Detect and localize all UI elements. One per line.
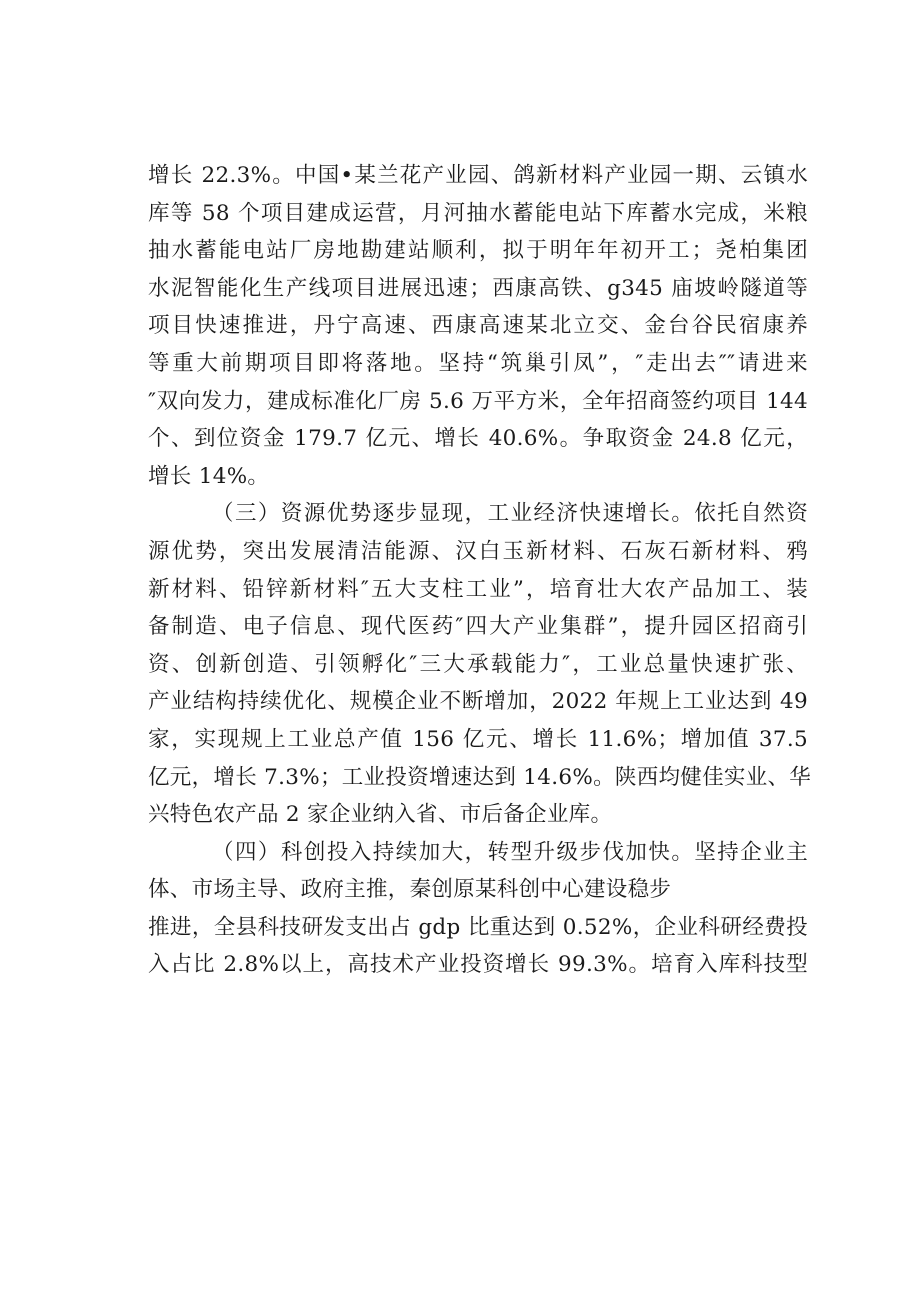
paragraph-last-line: 兴特色农产品 2 家企业纳入省、市后备企业库。: [148, 802, 613, 828]
text-line: 家，实现规上工业总产值 156 亿元、增长 11.6%；增加值 37.5: [148, 726, 808, 752]
text-line: 等重大前期项目即将落地。坚持“筑巢引凤”，″走出去″″请进来: [148, 350, 808, 376]
text-line: 个、到位资金 179.7 亿元、增长 40.6%。争取资金 24.8 亿元，: [148, 426, 808, 452]
text-line: 产业结构持续优化、规模企业不断增加，2022 年规上工业达到 49: [148, 689, 808, 715]
text-line: ″双向发力，建成标准化厂房 5.6 万平方米，全年招商签约项目 144: [148, 388, 808, 414]
section-heading-line: （三）资源优势逐步显现，工业经济快速增长。依托自然资: [212, 501, 808, 527]
text-line: 亿元，增长 7.3%；工业投资增速达到 14.6%。陕西均健佳实业、华: [148, 764, 812, 790]
text-line: 项目快速推进，丹宁高速、西康高速某北立交、金台谷民宿康养: [148, 313, 808, 339]
document-body: [148, 157, 812, 984]
text-line: 抽水蓄能电站厂房地勘建站顺利，拟于明年年初开工；尧柏集团: [148, 238, 808, 264]
text-line: 体、市场主导、政府主推，秦创原某科创中心建设稳步: [148, 877, 672, 903]
text-line: 源优势，突出发展清洁能源、汉白玉新材料、石灰石新材料、鸦: [148, 538, 808, 564]
section-heading-line: （四）科创投入持续加大，转型升级步伐加快。坚持企业主: [212, 839, 808, 865]
text-line: 推进，全县科技研发支出占 gdp 比重达到 0.52%，企业科研经费投: [148, 914, 808, 940]
text-line: 增长 22.3%。中国•某兰花产业园、鸽新材料产业园一期、云镇水: [148, 163, 808, 188]
text-line: 资、创新创造、引领孵化″三大承载能力″，工业总量快速扩张、: [148, 651, 808, 677]
text-line: 水泥智能化生产线项目进展迅速；西康高铁、g345 庙坡岭隧道等: [148, 275, 808, 301]
text-line: 备制造、电子信息、现代医药″四大产业集群”，提升园区招商引: [148, 614, 808, 640]
text-line: 库等 58 个项目建成运营，月河抽水蓄能电站下库蓄水完成，米粮: [148, 200, 808, 226]
text-line: 新材料、铅锌新材料″五大支柱工业”，培育壮大农产品加工、装: [148, 576, 808, 602]
paragraph-last-line: 增长 14%。: [148, 463, 270, 489]
text-line: 入占比 2.8%以上，高技术产业投资增长 99.3%。培育入库科技型: [148, 952, 808, 978]
